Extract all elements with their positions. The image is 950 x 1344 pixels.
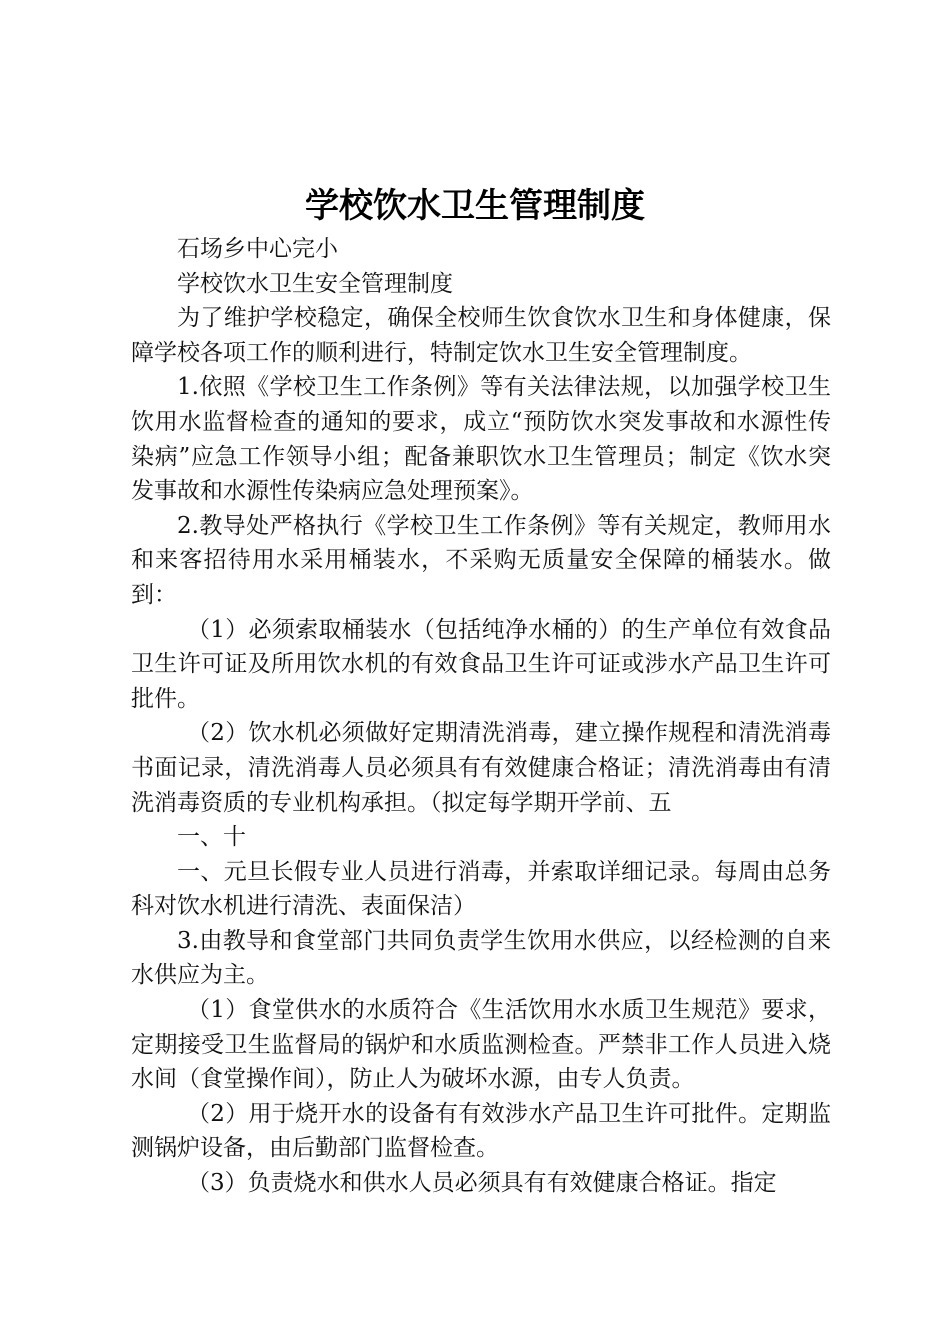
item-3-sub-1: （1）食堂供水的水质符合《生活饮用水水质卫生规范》要求，定期接受卫生监督局的锅炉和水质监测检查。严禁非工作人员进入烧水间（食堂操作间），防止人为破坏水源，由专人负责。 [131, 997, 831, 1093]
school-name: 石场乡中心完小 [177, 236, 338, 262]
holiday-fragment: 一、十 [177, 824, 246, 851]
item-2-sub-1: （1）必须索取桶装水（包括纯净水桶的）的生产单位有效食品卫生许可证及所用饮水机的有效食品卫生许可证或涉水产品卫生许可批件。 [131, 616, 831, 712]
regulation-subtitle: 学校饮水卫生安全管理制度 [177, 270, 453, 297]
item-3-sub-3: （3）负责烧水和供水人员必须具有有效健康合格证。指定 [187, 1170, 777, 1197]
item-2-sub-2: （2）饮水机必须做好定期清洗消毒，建立操作规程和清洗消毒书面记录，清洗消毒人员必须具有有效健康合格证；清洗消毒由有清洗消毒资质的专业机构承担。（拟定每学期开学前、五 [131, 720, 831, 816]
document-body [131, 232, 831, 1201]
holiday-continuation: 一、元旦长假专业人员进行消毒，并索取详细记录。每周由总务科对饮水机进行清洗、表面保洁） [131, 858, 831, 920]
document-title: 学校饮水卫生管理制度 [305, 186, 645, 226]
item-3-paragraph: 3.由教导和食堂部门共同负责学生饮用水供应，以经检测的自来水供应为主。 [131, 927, 831, 989]
item-2-paragraph: 2.教导处严格执行《学校卫生工作条例》等有关规定，教师用水和来客招待用水采用桶装水，不采购无质量安全保障的桶装水。做到： [131, 512, 831, 608]
item-1-paragraph: 1.依照《学校卫生工作条例》等有关法律法规，以加强学校卫生饮用水监督检查的通知的要求，成立“预防饮水突发事故和水源性传染病”应急工作领导小组；配备兼职饮水卫生管理员；制定《饮水突发事故和水源性传染病应急处理预案》。 [131, 374, 831, 505]
item-3-sub-2: （2）用于烧开水的设备有有效涉水产品卫生许可批件。定期监测锅炉设备，由后勤部门监督检查。 [131, 1100, 831, 1162]
intro-paragraph: 为了维护学校稳定，确保全校师生饮食饮水卫生和身体健康，保障学校各项工作的顺利进行，特制定饮水卫生安全管理制度。 [131, 305, 831, 366]
